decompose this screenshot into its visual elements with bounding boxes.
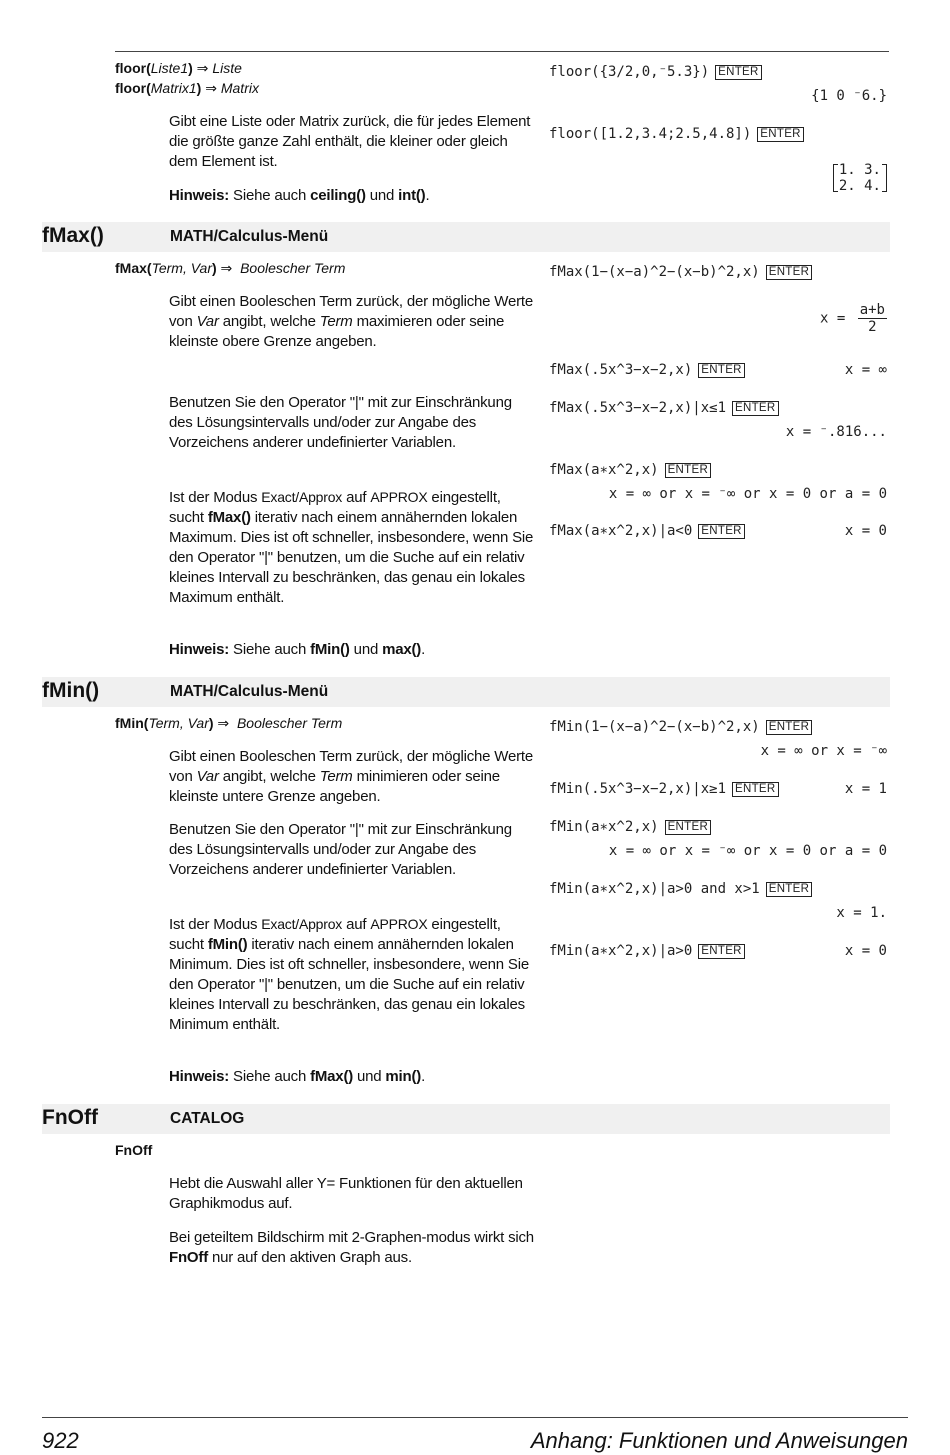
fmin-example-5: fMin(a∗x^2,x)|a>0 ENTER [549, 941, 745, 961]
floor-example-2-matrix [833, 162, 887, 194]
fmin-hint: Hinweis: Siehe auch fMax() und min(). [169, 1068, 426, 1085]
fmax-syntax: fMax(Term, Var) ⇒ Boolescher Term [115, 260, 346, 276]
matrix-row: 2. 4. [838, 178, 881, 194]
fmax-example-2-result: x = ∞ [844, 362, 887, 378]
fmin-example-3-result: x = ∞ or x = ⁻∞ or x = 0 or a = 0 [608, 843, 887, 859]
fmin-menu: MATH/Calculus-Menü [170, 683, 329, 700]
fmax-menu: MATH/Calculus-Menü [170, 228, 329, 245]
fmin-syntax: fMin(Term, Var) ⇒ Boolescher Term [115, 715, 343, 731]
floor-description: Gibt eine Liste oder Matrix zurück, die für jedes Element die größte ganze Zahl enthält, die kleiner oder gleich dem Element ist. [169, 113, 531, 170]
fnoff-title: FnOff [42, 1106, 98, 1129]
fmin-title: fMin() [42, 679, 100, 702]
fmax-example-4: fMax(a∗x^2,x) ENTER [549, 460, 711, 480]
floor-syntax-list: floor(Liste1) ⇒ Liste [115, 60, 242, 76]
fmax-title: fMax() [42, 224, 104, 247]
fmax-example-5: fMax(a∗x^2,x)|a<0 ENTER [549, 521, 745, 541]
fmax-description-2: Benutzen Sie den Operator "|" mit zur Einschränkung des Lösungsintervalls und/oder zur Angabe des Vorzeichens anderer undefinierter Variablen. [169, 394, 512, 451]
floor-syntax-matrix: floor(Matrix1) ⇒ Matrix [115, 80, 259, 96]
fmin-description-2: Benutzen Sie den Operator "|" mit zur Einschränkung des Lösungsintervalls und/oder zur Angabe des Vorzeichens anderer undefinierter Variablen. [169, 821, 512, 878]
enter-key-icon: ENTER [698, 944, 744, 959]
fmax-example-1: fMax(1−(x−a)^2−(x−b)^2,x) ENTER [549, 262, 812, 282]
enter-key-icon: ENTER [766, 265, 812, 280]
fmin-example-4: fMin(a∗x^2,x)|a>0 and x>1 ENTER [549, 879, 812, 899]
enter-key-icon: ENTER [698, 363, 744, 378]
fmax-example-5-result: x = 0 [844, 523, 887, 539]
enter-key-icon: ENTER [766, 720, 812, 735]
floor-example-1: floor({3/2,0,⁻5.3}) ENTER [549, 62, 762, 82]
fmin-example-1-result: x = ∞ or x = ⁻∞ [760, 743, 887, 759]
fnoff-menu: CATALOG [170, 1110, 245, 1127]
fmax-example-1-result: x = $\frac{a+b}{2}$ [819, 302, 885, 335]
bottom-rule [42, 1417, 908, 1418]
enter-key-icon: ENTER [766, 882, 812, 897]
chapter-title: Anhang: Funktionen und Anweisungen [530, 1428, 908, 1453]
enter-key-icon: ENTER [732, 401, 778, 416]
floor-example-1-result: {1 0 ⁻6.} [811, 88, 887, 104]
fmax-example-4-result: x = ∞ or x = ⁻∞ or x = 0 or a = 0 [608, 486, 887, 502]
fmin-description-1: Gibt einen Booleschen Term zurück, der mögliche Werte von Var angibt, welche Term minimieren oder seine kleinste untere Grenze angeben. [169, 748, 534, 805]
enter-key-icon: ENTER [698, 524, 744, 539]
fmin-example-2: fMin(.5x^3−x−2,x)|x≥1 ENTER [549, 779, 779, 799]
enter-key-icon: ENTER [665, 820, 711, 835]
fmin-example-2-result: x = 1 [844, 781, 887, 797]
enter-key-icon: ENTER [732, 782, 778, 797]
fmax-example-3-result: x = ⁻.816... [785, 424, 887, 440]
top-rule [115, 51, 889, 52]
fnoff-description-2: Bei geteiltem Bildschirm mit 2-Graphen-modus wirkt sich FnOff nur auf den aktiven Graph aus. [169, 1229, 534, 1266]
fmin-description-3: Ist der Modus Exact/Approx auf APPROX eingestellt, sucht fMin() iterativ nach einem annähernden lokalen Minimum. Dies ist oft schneller, insbesondere, wenn Sie den Operator "|" benutzen, um die Suche auf ein relativ kleines Intervall zu beschränken, das genau ein lokales Minimum enthält. [169, 916, 530, 1033]
fmax-example-2: fMax(.5x^3−x−2,x) ENTER [549, 360, 745, 380]
fmin-example-4-result: x = 1. [836, 905, 887, 921]
fmax-description-3: Ist der Modus Exact/Approx auf APPROX eingestellt, sucht fMax() iterativ nach einem annähernden lokalen Maximum. Dies ist oft schneller, insbesondere, wenn Sie den Operator "|" benutzen, um die Suche auf ein relativ kleines Intervall zu beschränken, das genau ein lokales Maximum enthält. [169, 489, 534, 606]
floor-hint: Hinweis: Siehe auch ceiling() und int(). [169, 187, 430, 204]
fmin-example-5-result: x = 0 [844, 943, 887, 959]
fnoff-description-1: Hebt die Auswahl aller Y= Funktionen für den aktuellen Graphikmodus auf. [169, 1175, 523, 1212]
enter-key-icon: ENTER [757, 127, 803, 142]
fmin-example-3: fMin(a∗x^2,x) ENTER [549, 817, 711, 837]
matrix-row: 1. 3. [838, 162, 881, 178]
fmax-hint: Hinweis: Siehe auch fMin() und max(). [169, 641, 426, 658]
page-number: 922 [42, 1428, 79, 1453]
fnoff-syntax: FnOff [115, 1142, 153, 1158]
enter-key-icon: ENTER [715, 65, 761, 80]
floor-example-2: floor([1.2,3.4;2.5,4.8]) ENTER [549, 124, 804, 144]
fmin-example-1: fMin(1−(x−a)^2−(x−b)^2,x) ENTER [549, 717, 812, 737]
enter-key-icon: ENTER [665, 463, 711, 478]
fmax-example-3: fMax(.5x^3−x−2,x)|x≤1 ENTER [549, 398, 779, 418]
fmax-description-1: Gibt einen Booleschen Term zurück, der mögliche Werte von Var angibt, welche Term maximieren oder seine kleinste obere Grenze angeben. [169, 293, 534, 350]
